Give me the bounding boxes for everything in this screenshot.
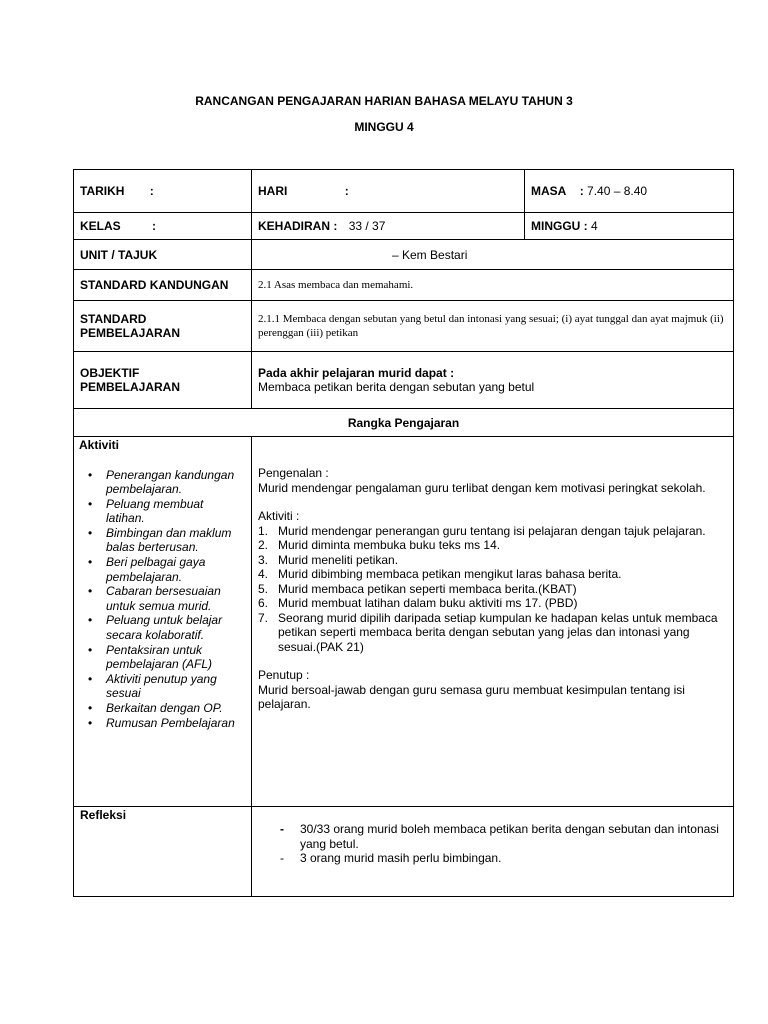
refleksi-label-cell	[74, 807, 252, 897]
list-item: • Peluang untuk belajar secara kolaboratif.	[80, 613, 245, 642]
aktiviti-label: Aktiviti :	[258, 509, 300, 523]
step-number: 3.	[258, 552, 269, 567]
aktiviti-bullet-list	[80, 468, 245, 731]
pengenalan-text: Murid mendengar pengalaman guru terlibat dengan kem motivasi peringkat sekolah.	[258, 480, 706, 495]
objektif-value-cell	[252, 352, 734, 409]
list-item: • Beri pelbagai gaya pembelajaran.	[80, 555, 245, 584]
step-text: Murid membuat latihan dalam buku aktiviti ms 17. (PBD)	[278, 596, 578, 610]
row-objektif	[74, 352, 734, 409]
refleksi-value-cell	[252, 807, 734, 897]
refleksi-text: 3 orang murid masih perlu bimbingan.	[300, 851, 502, 865]
aktiviti-steps	[258, 524, 727, 655]
list-item: • Aktiviti penutup yang sesuai	[80, 672, 245, 701]
row-standard-kandungan	[74, 270, 734, 301]
kehadiran-label: KEHADIRAN :	[258, 219, 338, 233]
list-item	[258, 553, 727, 568]
step-text: Murid membaca petikan seperti membaca berita.(KBAT)	[278, 581, 577, 596]
hari-label: HARI	[258, 184, 288, 198]
row-standard-pembelajaran	[74, 301, 734, 352]
unit-label: UNIT / TAJUK	[74, 240, 252, 270]
document-subtitle: MINGGU 4	[354, 120, 414, 134]
list-item	[258, 524, 727, 539]
minggu-cell	[525, 213, 734, 240]
unit-value-cell	[252, 240, 734, 270]
list-item: • Bimbingan dan maklum balas berterusan.	[80, 526, 245, 555]
list-item	[280, 822, 727, 851]
step-text: Murid dibimbing membaca petikan mengikut laras bahasa berita.	[278, 567, 622, 581]
aktiviti-right-cell	[252, 437, 734, 807]
aktiviti-left-cell	[74, 437, 252, 807]
standard-kandungan-label: STANDARD KANDUNGAN	[74, 270, 252, 301]
kelas-colon: :	[152, 219, 157, 233]
standard-pembelajaran-label-1: STANDARD	[80, 311, 147, 326]
penutup-text: Murid bersoal-jawab dengan guru semasa guru membuat kesimpulan tentang isi pelajaran.	[258, 682, 685, 711]
masa-value: 7.40 – 8.40	[587, 184, 648, 198]
kelas-label: KELAS	[80, 219, 121, 233]
list-item: • Cabaran bersesuaian untuk semua murid.	[80, 584, 245, 613]
lesson-plan-table	[73, 169, 734, 897]
document-title: RANCANGAN PENGAJARAN HARIAN BAHASA MELAYU TAHUN 3	[195, 94, 573, 108]
list-item	[280, 851, 727, 866]
dash-marker: -	[280, 822, 284, 836]
step-number: 6.	[258, 596, 269, 610]
refleksi-label: Refleksi	[80, 808, 127, 822]
standard-pembelajaran-label-cell	[74, 301, 252, 352]
list-item	[258, 596, 727, 611]
step-number: 2.	[258, 538, 269, 552]
list-item: • Berkaitan dengan OP.	[80, 701, 245, 716]
step-text: Murid mendengar penerangan guru tentang isi pelajaran dengan tajuk pelajaran.	[278, 523, 706, 538]
tarikh-cell	[74, 170, 252, 213]
list-item: • Rumusan Pembelajaran	[80, 716, 245, 731]
objektif-label-cell	[74, 352, 252, 409]
step-number: 1.	[258, 523, 269, 538]
row-tarikh	[74, 170, 734, 213]
list-item: • Penerangan kandungan pembelajaran.	[80, 468, 245, 497]
kehadiran-cell	[252, 213, 525, 240]
objektif-intro: Pada akhir pelajaran murid dapat :	[258, 365, 455, 380]
standard-kandungan-value: 2.1 Asas membaca dan memahami.	[252, 270, 734, 301]
hari-cell	[252, 170, 525, 213]
kehadiran-value: 33 / 37	[348, 219, 386, 233]
step-number: 7.	[258, 610, 269, 625]
step-text: Murid diminta membuka buku teks ms 14.	[278, 538, 501, 552]
step-number: 4.	[258, 567, 269, 581]
aktiviti-left-label: Aktiviti	[79, 438, 120, 452]
minggu-value: 4	[591, 219, 598, 233]
row-unit	[74, 240, 734, 270]
row-aktiviti	[74, 437, 734, 807]
rangka-heading: Rangka Pengajaran	[74, 409, 734, 437]
list-item	[258, 567, 727, 582]
objektif-label-1: OBJEKTIF	[80, 365, 140, 380]
minggu-label: MINGGU :	[531, 219, 588, 233]
kelas-cell	[74, 213, 252, 240]
list-item	[258, 611, 727, 655]
objektif-label-2: PEMBELAJARAN	[80, 380, 181, 394]
list-item	[258, 582, 727, 597]
masa-colon: :	[579, 184, 584, 198]
penutup-label: Penutup :	[258, 668, 310, 682]
step-text: Seorang murid dipilih daripada setiap kumpulan ke hadapan kelas untuk membaca petikan seperti membaca berita dengan sebutan yang jelas dan intonasi yang sesuai.(PAK 21)	[278, 610, 718, 654]
row-rangka-heading	[74, 409, 734, 437]
tarikh-colon: :	[149, 184, 154, 198]
masa-label: MASA	[531, 184, 567, 198]
standard-pembelajaran-label-2: PEMBELAJARAN	[80, 326, 181, 340]
row-kelas	[74, 213, 734, 240]
step-text: Murid meneliti petikan.	[278, 552, 399, 567]
masa-cell	[525, 170, 734, 213]
list-item: • Peluang membuat latihan.	[80, 497, 245, 526]
unit-value: – Kem Bestari	[392, 247, 468, 262]
standard-pembelajaran-value: 2.1.1 Membaca dengan sebutan yang betul dan intonasi yang sesuai; (i) ayat tunggal dan ayat majmuk (ii) perenggan (iii) petikan	[252, 301, 734, 352]
tarikh-label: TARIKH	[80, 184, 125, 198]
step-number: 5.	[258, 581, 269, 596]
objektif-value: Membaca petikan berita dengan sebutan yang betul	[258, 380, 535, 394]
refleksi-list	[280, 822, 727, 866]
row-refleksi	[74, 807, 734, 897]
hari-colon: :	[344, 184, 349, 198]
list-item	[258, 538, 727, 553]
pengenalan-label: Pengenalan :	[258, 466, 329, 480]
refleksi-text: 30/33 orang murid boleh membaca petikan berita dengan sebutan dan intonasi yang betul.	[300, 822, 719, 851]
list-item: • Pentaksiran untuk pembelajaran (AFL)	[80, 643, 245, 672]
dash-marker: -	[280, 851, 284, 865]
